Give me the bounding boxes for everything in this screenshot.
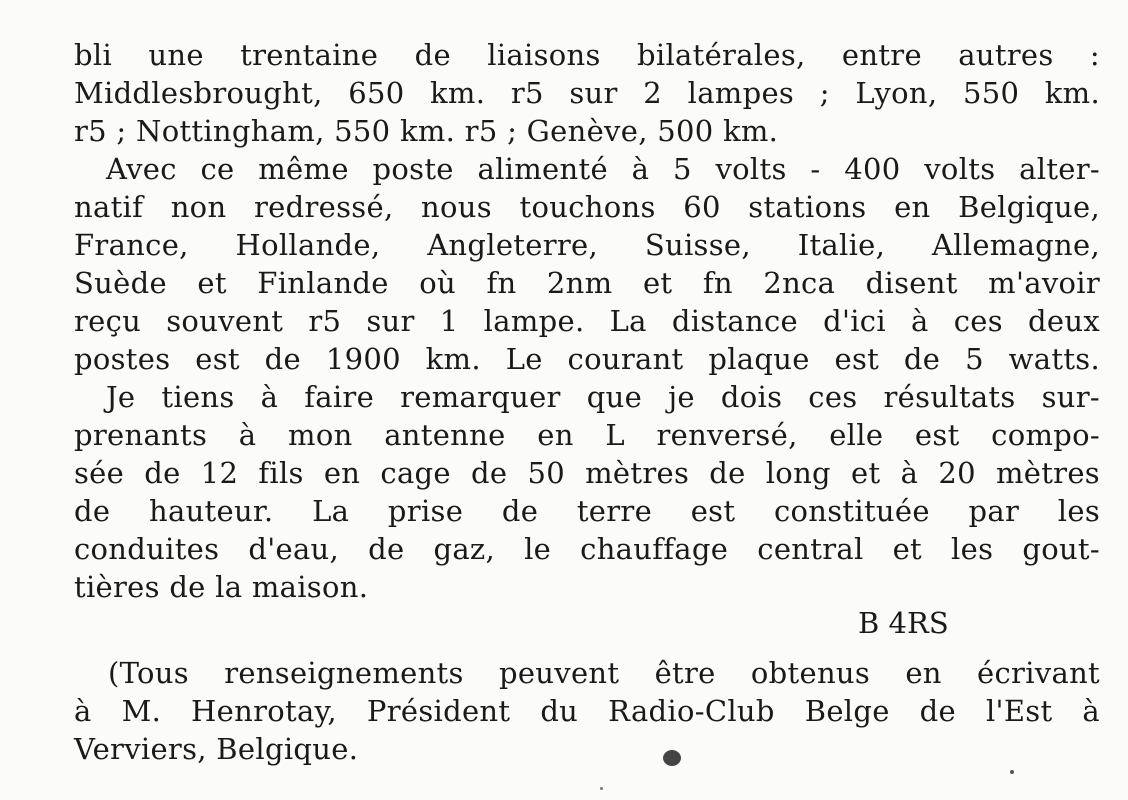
note-line-2: à M. Henrotay, Président du Radio-Club Belge de l'Est à	[74, 694, 1100, 728]
paragraph-1-line-2: Middlesbrought, 650 km. r5 sur 2 lampes ; Lyon, 550 km.	[74, 76, 1100, 110]
paragraph-1-line-3: r5 ; Nottingham, 550 km. r5 ; Genève, 500 km.	[74, 114, 779, 148]
paragraph-2-line-2: natif non redressé, nous touchons 60 stations en Belgique,	[74, 190, 1100, 224]
paragraph-3-line-4: de hauteur. La prise de terre est constituée par les	[74, 494, 1100, 528]
paragraph-3-line-3: sée de 12 fils en cage de 50 mètres de long et à 20 mètres	[74, 456, 1100, 490]
paragraph-2-line-3: France, Hollande, Angleterre, Suisse, Italie, Allemagne,	[74, 228, 1100, 262]
paragraph-3-line-6: tières de la maison.	[74, 570, 369, 604]
paragraph-2-line-4: Suède et Finlande où fn 2nm et fn 2nca disent m'avoir	[74, 266, 1100, 300]
note-line-1: (Tous renseignements peuvent être obtenus en écrivant	[108, 656, 1100, 690]
paragraph-1-line-1: bli une trentaine de liaisons bilatérales, entre autres :	[74, 38, 1100, 72]
ink-speck	[663, 750, 681, 766]
paragraph-2-line-1: Avec ce même poste alimenté à 5 volts - 400 volts alter-	[106, 152, 1100, 186]
paragraph-3-line-5: conduites d'eau, de gaz, le chauffage central et les gout-	[74, 532, 1100, 566]
paragraph-3-line-2: prenants à mon antenne en L renversé, elle est compo-	[74, 418, 1100, 452]
signature: B 4RS	[858, 606, 949, 640]
paragraph-2-line-6: postes est de 1900 km. Le courant plaque est de 5 watts.	[74, 342, 1100, 376]
paragraph-2-line-5: reçu souvent r5 sur 1 lampe. La distance d'ici à ces deux	[74, 304, 1100, 338]
paragraph-3-line-1: Je tiens à faire remarquer que je dois ces résultats sur-	[106, 380, 1100, 414]
ink-speck-tiny	[600, 787, 603, 790]
note-line-3: Verviers, Belgique.	[74, 732, 359, 766]
ink-speck-small	[1010, 770, 1014, 774]
